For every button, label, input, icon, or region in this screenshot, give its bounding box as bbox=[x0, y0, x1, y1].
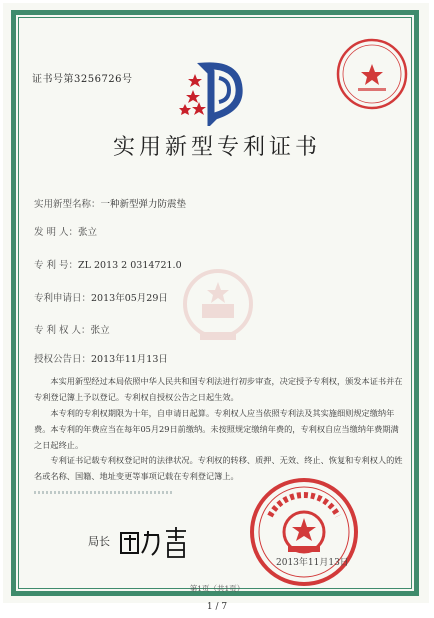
director-signature-icon bbox=[118, 525, 190, 561]
national-emblem-icon bbox=[180, 266, 256, 346]
grant-date-field bbox=[34, 351, 168, 365]
grant-date-label: 授权公告日： bbox=[34, 354, 92, 365]
seal-date: 2013年11月13日 bbox=[276, 558, 349, 568]
patent-number-value: ZL 2013 2 0314721.0 bbox=[78, 260, 182, 271]
director-title: 局长 bbox=[88, 535, 110, 548]
inventor-value: 张立 bbox=[78, 227, 98, 238]
certificate-number: 证书号第3256726号 bbox=[32, 74, 133, 85]
filing-date-value: 2013年05月29日 bbox=[91, 293, 168, 304]
inventor-label: 发 明 人： bbox=[34, 227, 79, 238]
patent-office-logo-icon bbox=[175, 60, 259, 126]
utility-name-field bbox=[34, 196, 186, 210]
body-paragraph-1: 本实用新型经过本局依照中华人民共和国专利法进行初步审查，决定授予专利权，颁发本证书并在专利登记簿上予以登记。专利权自授权公告之日起生效。 bbox=[34, 376, 403, 402]
page-info: 第1页（共1页） bbox=[189, 584, 245, 593]
utility-name-value: 一种新型弹力防震垫 bbox=[100, 199, 187, 210]
page-number: 1 / 7 bbox=[206, 602, 228, 612]
patentee-field bbox=[34, 322, 110, 336]
patentee-value: 张立 bbox=[90, 325, 110, 336]
patentee-label: 专 利 权 人： bbox=[34, 325, 91, 336]
security-strip bbox=[34, 491, 174, 494]
certificate-title: 实用新型专利证书 bbox=[112, 135, 321, 160]
agent-seal-icon bbox=[334, 36, 410, 112]
inventor-field bbox=[34, 224, 97, 238]
body-paragraph-3: 专利证书记载专利权登记时的法律状况。专利权的转移、质押、无效、终止、恢复和专利权人的姓名或名称、国籍、地址变更等事项记载在专利登记簿上。 bbox=[34, 455, 403, 481]
patent-number-label: 专 利 号： bbox=[34, 260, 79, 271]
patent-number-field bbox=[34, 257, 182, 271]
state-ip-office-seal-icon bbox=[248, 476, 360, 588]
body-paragraph-2: 本专利的专利权期限为十年，自申请日起算。专利权人应当依照专利法及其实施细则规定缴纳年费。本专利的年费应当在每年05月29日前缴纳。未按照规定缴纳年费的，专利权自应当缴纳年费期满之日起终止。 bbox=[34, 408, 399, 450]
filing-date-label: 专利申请日： bbox=[34, 293, 92, 304]
utility-name-label: 实用新型名称： bbox=[34, 199, 101, 210]
grant-date-value: 2013年11月13日 bbox=[91, 354, 168, 365]
filing-date-field bbox=[34, 290, 168, 304]
